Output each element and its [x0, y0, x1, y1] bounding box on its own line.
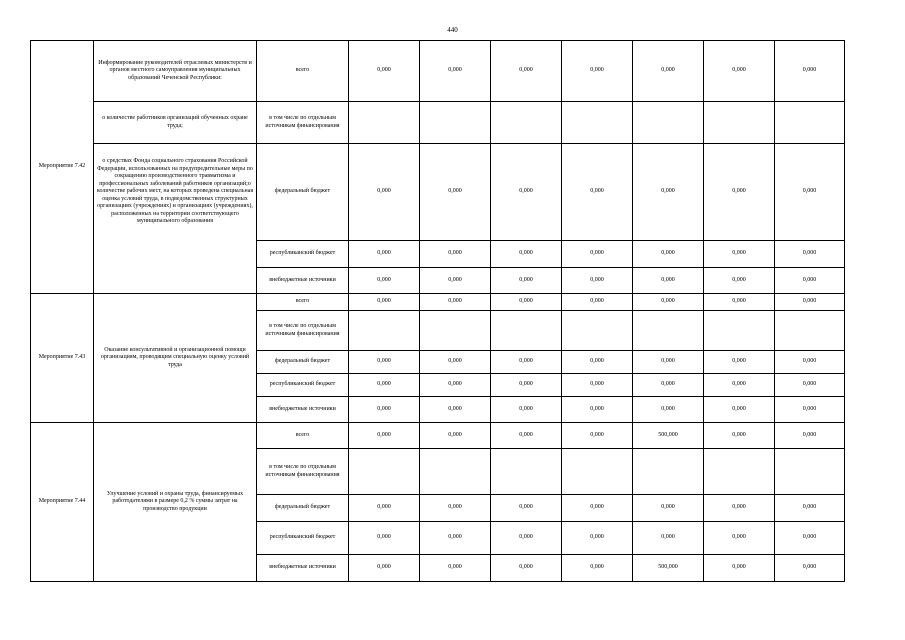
funding-source: всего: [257, 41, 349, 102]
value-cell: 0,000: [775, 294, 845, 311]
value-cell: 0,000: [491, 268, 562, 294]
value-cell: 0,000: [491, 423, 562, 449]
value-cell: 0,000: [349, 397, 420, 423]
value-cell: 0,000: [775, 241, 845, 268]
measure-id: Мероприятие 7.44: [31, 423, 94, 582]
value-cell: 0,000: [704, 555, 775, 582]
value-cell: [420, 102, 491, 144]
funding-source: внебюджетные источники: [257, 555, 349, 582]
value-cell: 0,000: [704, 41, 775, 102]
value-cell: 0,000: [775, 41, 845, 102]
value-cell: 0,000: [562, 522, 633, 555]
value-cell: 0,000: [349, 423, 420, 449]
measure-description: Улучшение условий и охраны труда, финансируемых работодателями в размере 0,2 % суммы затрат на производство продукции: [94, 423, 257, 582]
value-cell: 0,000: [704, 241, 775, 268]
value-cell: [491, 102, 562, 144]
value-cell: 0,000: [491, 294, 562, 311]
value-cell: 0,000: [562, 294, 633, 311]
measure-id: Мероприятие 7.42: [31, 41, 94, 294]
measure-description: Информирование руководителей отраслевых министерств и органов местного самоуправления муниципальных образований Чеченской Республики:: [94, 41, 257, 102]
table-row: [31, 41, 845, 102]
value-cell: 0,000: [704, 294, 775, 311]
value-cell: 0,000: [349, 522, 420, 555]
value-cell: 0,000: [491, 41, 562, 102]
value-cell: 0,000: [704, 268, 775, 294]
value-cell: 0,000: [349, 351, 420, 374]
value-cell: 0,000: [633, 241, 704, 268]
value-cell: 0,000: [775, 144, 845, 241]
value-cell: 0,000: [633, 495, 704, 522]
value-cell: 0,000: [562, 495, 633, 522]
value-cell: 0,000: [704, 522, 775, 555]
value-cell: 0,000: [349, 555, 420, 582]
measure-description: о количестве работников организаций обученных охране труда;: [94, 102, 257, 144]
value-cell: 0,000: [562, 268, 633, 294]
value-cell: 0,000: [775, 268, 845, 294]
value-cell: [633, 449, 704, 495]
value-cell: 0,000: [775, 522, 845, 555]
value-cell: [704, 311, 775, 351]
measure-description: о средствах Фонда социального страхования Российской Федерации, использованных на предупредительные меры по сокращению производственного травматизма и профессиональных заболеваний работников организаций;о количестве рабочих мест, на которых проведена специальная оценка условий труда, в подведомственных структурных организациях (учреждениях) и организациях (учреждениях), расположенных на территории соответствующего муниципального образования: [94, 144, 257, 294]
value-cell: [562, 102, 633, 144]
value-cell: 0,000: [562, 241, 633, 268]
table-row: [31, 423, 845, 449]
value-cell: 0,000: [491, 522, 562, 555]
value-cell: 500,000: [633, 423, 704, 449]
value-cell: [633, 102, 704, 144]
funding-source: республиканский бюджет: [257, 241, 349, 268]
measure-id: Мероприятие 7.43: [31, 294, 94, 423]
value-cell: 0,000: [420, 268, 491, 294]
value-cell: 0,000: [349, 41, 420, 102]
value-cell: [775, 311, 845, 351]
funding-source: в том числе по отдельным источникам финансирования: [257, 102, 349, 144]
funding-source: в том числе по отдельным источникам финансирования: [257, 449, 349, 495]
value-cell: 0,000: [491, 397, 562, 423]
value-cell: [349, 102, 420, 144]
value-cell: 0,000: [633, 397, 704, 423]
table-row: [31, 144, 845, 241]
value-cell: 0,000: [420, 374, 491, 397]
value-cell: 0,000: [704, 374, 775, 397]
page-number: 440: [447, 26, 458, 34]
value-cell: 0,000: [349, 374, 420, 397]
value-cell: 0,000: [633, 294, 704, 311]
value-cell: 0,000: [491, 351, 562, 374]
value-cell: [775, 449, 845, 495]
value-cell: 0,000: [420, 144, 491, 241]
value-cell: [349, 311, 420, 351]
funding-source: федеральный бюджет: [257, 144, 349, 241]
value-cell: 0,000: [420, 41, 491, 102]
value-cell: 0,000: [562, 423, 633, 449]
value-cell: 0,000: [491, 495, 562, 522]
value-cell: 0,000: [420, 555, 491, 582]
value-cell: 0,000: [775, 423, 845, 449]
value-cell: 0,000: [349, 241, 420, 268]
value-cell: 0,000: [420, 522, 491, 555]
value-cell: 0,000: [633, 268, 704, 294]
value-cell: 0,000: [562, 555, 633, 582]
value-cell: [420, 449, 491, 495]
funding-source: внебюджетные источники: [257, 397, 349, 423]
table-row: [31, 294, 845, 311]
funding-source: всего: [257, 294, 349, 311]
value-cell: 0,000: [704, 351, 775, 374]
table-row: [31, 102, 845, 144]
funding-source: федеральный бюджет: [257, 351, 349, 374]
value-cell: 0,000: [420, 397, 491, 423]
value-cell: 0,000: [775, 351, 845, 374]
value-cell: 0,000: [633, 374, 704, 397]
value-cell: 500,000: [633, 555, 704, 582]
value-cell: [562, 311, 633, 351]
value-cell: 0,000: [562, 351, 633, 374]
funding-source: в том числе по отдельным источникам финансирования: [257, 311, 349, 351]
value-cell: [420, 311, 491, 351]
value-cell: [491, 449, 562, 495]
value-cell: 0,000: [775, 397, 845, 423]
value-cell: [775, 102, 845, 144]
value-cell: [704, 102, 775, 144]
value-cell: 0,000: [491, 374, 562, 397]
measure-description: Оказание консультативной и организационной помощи организациям, проводящим специальную оценку условий труда: [94, 294, 257, 423]
value-cell: [704, 449, 775, 495]
value-cell: 0,000: [775, 374, 845, 397]
value-cell: 0,000: [349, 144, 420, 241]
funding-source: республиканский бюджет: [257, 374, 349, 397]
value-cell: 0,000: [562, 41, 633, 102]
value-cell: 0,000: [420, 294, 491, 311]
value-cell: 0,000: [633, 522, 704, 555]
value-cell: 0,000: [704, 423, 775, 449]
value-cell: 0,000: [420, 495, 491, 522]
value-cell: [349, 449, 420, 495]
value-cell: 0,000: [420, 351, 491, 374]
value-cell: 0,000: [633, 144, 704, 241]
value-cell: 0,000: [633, 351, 704, 374]
value-cell: 0,000: [633, 41, 704, 102]
value-cell: 0,000: [704, 144, 775, 241]
value-cell: [491, 311, 562, 351]
funding-source: республиканский бюджет: [257, 522, 349, 555]
value-cell: 0,000: [562, 374, 633, 397]
value-cell: 0,000: [349, 268, 420, 294]
funding-source: всего: [257, 423, 349, 449]
value-cell: 0,000: [704, 495, 775, 522]
funding-source: внебюджетные источники: [257, 268, 349, 294]
value-cell: 0,000: [775, 495, 845, 522]
value-cell: 0,000: [491, 241, 562, 268]
value-cell: [633, 311, 704, 351]
value-cell: 0,000: [704, 397, 775, 423]
funding-source: федеральный бюджет: [257, 495, 349, 522]
value-cell: 0,000: [562, 144, 633, 241]
value-cell: 0,000: [349, 294, 420, 311]
value-cell: 0,000: [420, 241, 491, 268]
value-cell: 0,000: [420, 423, 491, 449]
budget-table: [30, 40, 845, 582]
value-cell: 0,000: [491, 144, 562, 241]
value-cell: 0,000: [349, 495, 420, 522]
value-cell: 0,000: [491, 555, 562, 582]
value-cell: 0,000: [562, 397, 633, 423]
value-cell: 0,000: [775, 555, 845, 582]
value-cell: [562, 449, 633, 495]
